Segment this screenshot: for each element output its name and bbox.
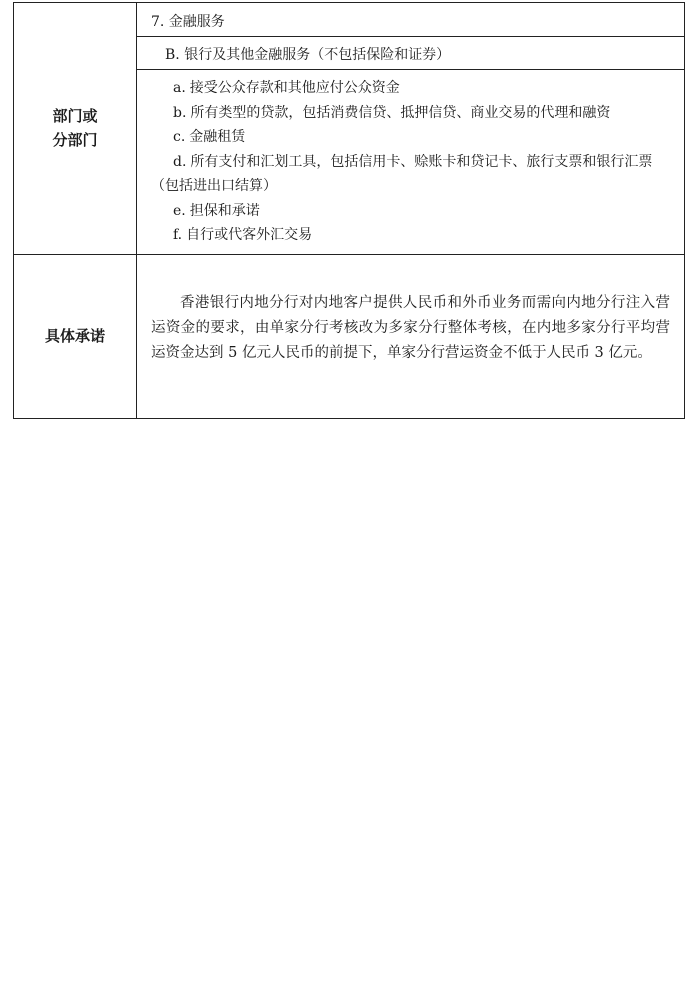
service-item: a. 接受公众存款和其他应付公众资金 [173, 80, 400, 96]
service-item: f. 自行或代客外汇交易 [173, 227, 313, 243]
service-item: e. 担保和承诺 [173, 202, 260, 219]
sector-label-cell [14, 3, 137, 255]
service-item: d. 所有支付和汇划工具，包括信用卡、赊账卡和贷记卡、旅行支票和银行汇票（包括进出口结算） [151, 153, 653, 194]
commitment-label: 具体承诺 [14, 254, 137, 418]
service-item: c. 金融租赁 [173, 129, 246, 145]
sector-label-line2: 分部门 [52, 131, 98, 150]
service-item: b. 所有类型的贷款，包括消费信贷、抵押信贷、商业交易的代理和融资 [173, 104, 611, 121]
subsector-title: B. 银行及其他金融服务（不包括保险和证券） [137, 37, 685, 70]
commitment-text: 香港银行内地分行对内地客户提供人民币和外币业务而需向内地分行注入营运资金的要求，由单家分行考核改为多家分行整体考核，在内地多家分行平均营运资金达到 5 亿元人民币的前提下，单家分行营运资金不低于人民币 3 亿元。 [137, 254, 685, 418]
service-items-cell [137, 70, 685, 255]
sector-title: 7. 金融服务 [137, 3, 685, 37]
sector-label [52, 104, 97, 152]
commitment-table [13, 2, 685, 419]
sector-label-line1: 部门或 [52, 107, 98, 126]
